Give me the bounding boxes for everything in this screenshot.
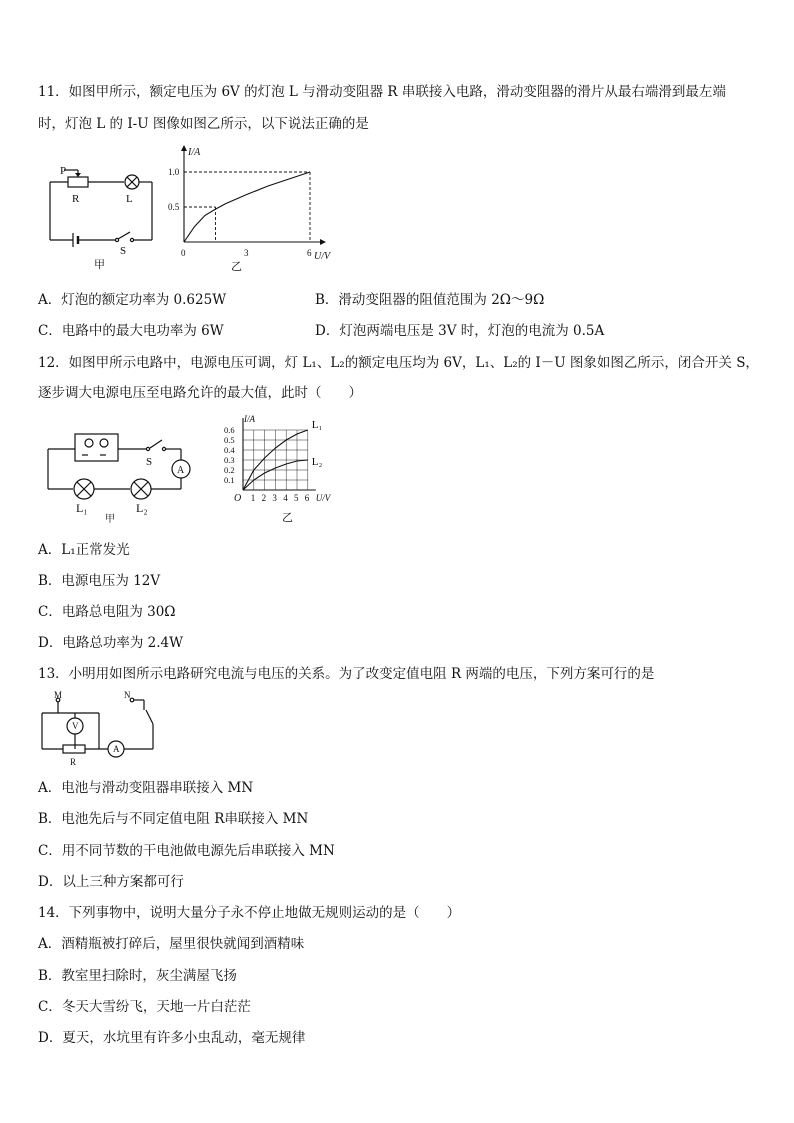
y-tick-label: 0.3 xyxy=(224,455,235,465)
x-tick-label: 1 xyxy=(250,493,256,503)
x-axis-arrow xyxy=(320,239,326,245)
origin-label: O xyxy=(234,493,242,504)
q12-option-a[interactable]: A．L₁正常发光 xyxy=(38,542,130,558)
q13-stem-line1: 13．小明用如图所示电路研究电流与电压的关系。为了改变定值电阻 R 两端的电压，下列方案可行的是 xyxy=(38,666,655,682)
q12-option-d[interactable]: D．电路总功率为 2.4W xyxy=(38,635,183,651)
chart-caption: 乙 xyxy=(231,261,242,273)
label-a: A xyxy=(113,744,120,754)
x-tick-label: 4 xyxy=(283,493,288,503)
q13-option-d[interactable]: D．以上三种方案都可行 xyxy=(38,874,184,890)
label-a: A xyxy=(177,465,185,476)
y-axis-label: I/A xyxy=(188,147,201,158)
q11-option-c[interactable]: C．电路中的最大电功率为 6W xyxy=(38,323,224,339)
label-s: S xyxy=(146,456,153,468)
q12-stem-line2: 逐步调大电源电压至电路允许的最大值，此时（ ） xyxy=(38,385,362,401)
label-l2: L₂ xyxy=(136,501,148,515)
q11-iu-curve xyxy=(184,172,310,242)
q13-option-c[interactable]: C．用不同节数的干电池做电源先后串联接入 MN xyxy=(38,843,335,859)
label-s: S xyxy=(120,245,127,257)
caption-jia: 甲 xyxy=(94,259,105,271)
label-l1: L₁ xyxy=(76,501,88,515)
q14-option-b[interactable]: B．教室里扫除时，灰尘满屋飞扬 xyxy=(38,968,237,984)
q14-stem-line1: 14．下列事物中，说明大量分子永不停止地做无规则运动的是（ ） xyxy=(38,905,461,921)
series-label-2: L₂ xyxy=(311,456,323,468)
q11-option-a[interactable]: A．灯泡的额定功率为 0.625W xyxy=(38,292,227,308)
q13-option-a[interactable]: A．电池与滑动变阻器串联接入 MN xyxy=(38,780,254,796)
q11-iu-chart xyxy=(168,145,348,275)
y-axis-arrow xyxy=(181,145,187,151)
label-p: P xyxy=(60,165,67,177)
x-tick-label: 6 xyxy=(304,493,310,503)
label-v: V xyxy=(72,721,79,731)
y-tick-label: 0.1 xyxy=(224,475,235,485)
label-r: R xyxy=(70,757,77,767)
q11-option-d[interactable]: D．灯泡两端电压是 3V 时，灯泡的电流为 0.5A xyxy=(315,323,605,339)
label-m: M xyxy=(54,690,63,700)
q14-option-d[interactable]: D．夏天，水坑里有许多小虫乱动，毫无规律 xyxy=(38,1030,306,1046)
label-n: N xyxy=(124,690,131,700)
y-tick-label: 0.6 xyxy=(224,425,235,435)
x-tick-label: 3 xyxy=(272,493,277,503)
q12-option-c[interactable]: C．电路总电阻为 30Ω xyxy=(38,604,176,620)
caption-jia: 甲 xyxy=(105,514,115,525)
x-tick-label: 0 xyxy=(181,248,186,258)
y-tick-label: 0.4 xyxy=(224,445,235,455)
y-tick-label: 0.5 xyxy=(168,202,180,212)
q11-option-b[interactable]: B．滑动变阻器的阻值范围为 2Ω～9Ω xyxy=(315,292,545,308)
q13-circuit-diagram xyxy=(36,690,166,770)
x-axis-label: U/V xyxy=(314,251,331,262)
x-tick-label: 6 xyxy=(307,248,312,258)
q11-stem-line1: 11．如图甲所示，额定电压为 6V 的灯泡 L 与滑动变阻器 R 串联接入电路，滑动变阻器的滑片从最右端滑到最左端 xyxy=(38,84,726,100)
q12-stem-line1: 12．如图甲所示电路中，电源电压可调，灯 L₁、L₂的额定电压均为 6V，L₁、L₂的 I－U 图象如图乙所示，闭合开关 S， xyxy=(38,355,759,371)
q12-circuit-diagram xyxy=(38,425,203,525)
series-label-1: L₁ xyxy=(311,419,323,431)
q13-option-b[interactable]: B．电池先后与不同定值电阻 R串联接入 MN xyxy=(38,811,309,827)
x-tick-label: 3 xyxy=(244,248,249,258)
x-tick-label: 5 xyxy=(294,493,299,503)
q12-option-b[interactable]: B．电源电压为 12V xyxy=(38,573,161,589)
y-tick-label: 1.0 xyxy=(168,167,180,177)
y-axis-label: I/A xyxy=(244,414,255,424)
y-tick-label: 0.5 xyxy=(224,435,235,445)
q14-option-c[interactable]: C．冬天大雪纷飞，天地一片白茫茫 xyxy=(38,999,251,1015)
q11-circuit-diagram xyxy=(40,160,160,275)
q11-stem-line2: 时，灯泡 L 的 I-U 图像如图乙所示，以下说法正确的是 xyxy=(38,116,369,132)
chart-caption: 乙 xyxy=(282,512,293,524)
x-tick-label: 2 xyxy=(261,493,267,503)
q14-option-a[interactable]: A．酒精瓶被打碎后，屋里很快就闻到酒精味 xyxy=(38,936,305,952)
y-tick-label: 0.2 xyxy=(224,465,235,475)
label-l: L xyxy=(126,193,133,205)
q12-iu-chart xyxy=(224,412,364,527)
x-axis-label: U/V xyxy=(315,493,331,503)
label-r: R xyxy=(72,193,80,205)
